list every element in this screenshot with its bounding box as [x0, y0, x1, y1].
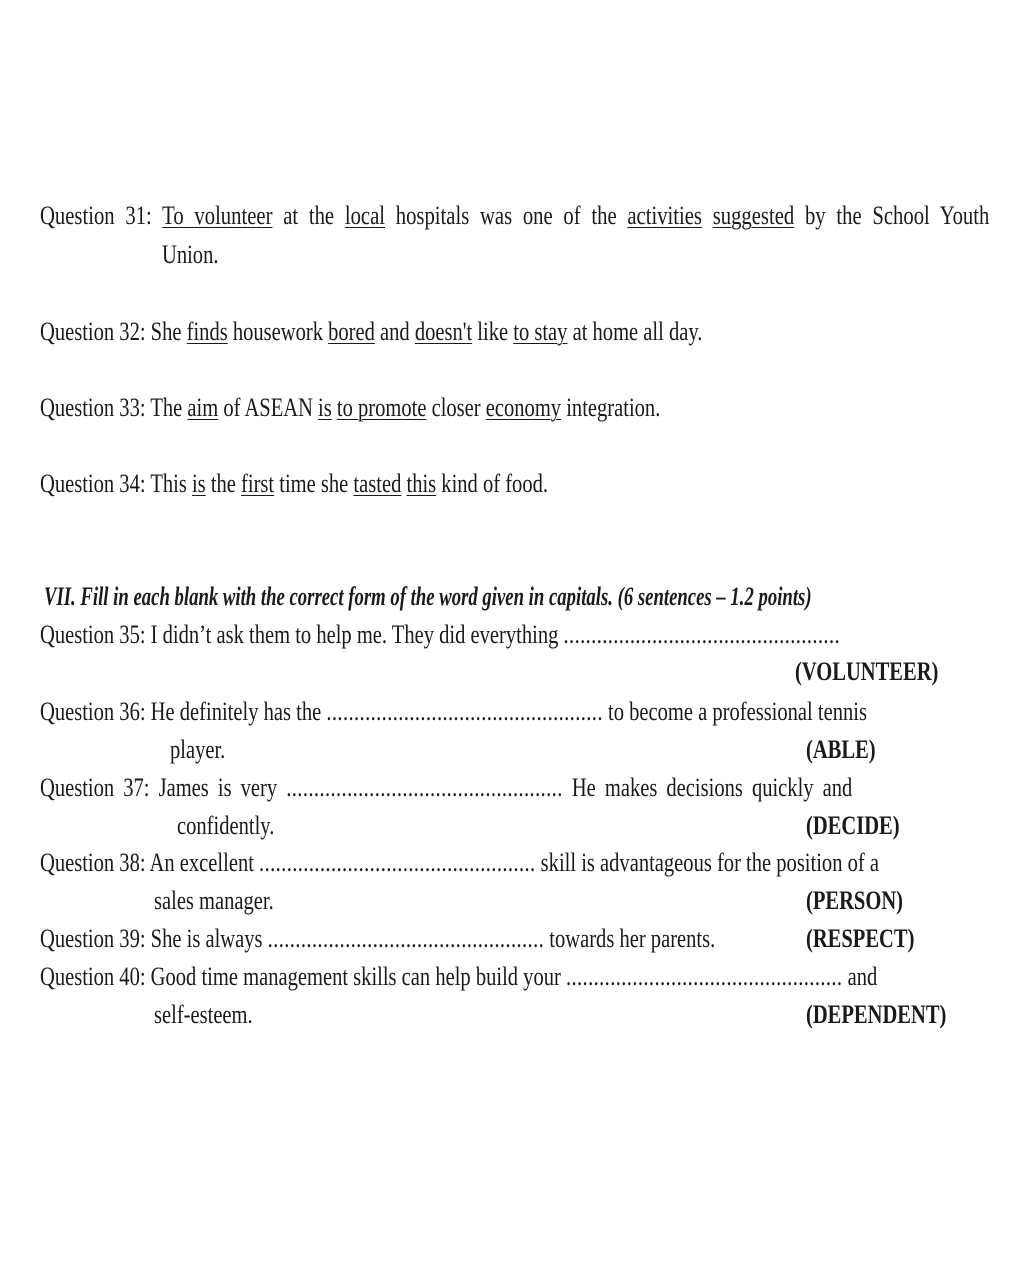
q36-text: to become a professional tennis	[607, 697, 867, 726]
q37-text: Question 37: James is very	[40, 773, 278, 802]
q31-text: Union.	[162, 240, 219, 269]
q32-text: She	[150, 317, 182, 346]
question-31-line-1	[40, 201, 989, 231]
q32-underlined-a: finds	[186, 317, 228, 346]
q31-text: by the School Youth	[804, 201, 990, 230]
question-36-line-2: player.	[170, 735, 226, 764]
q35-cue: (VOLUNTEER)	[795, 657, 939, 686]
q39-cue: (RESPECT)	[806, 924, 915, 953]
q34-underlined-a: is	[191, 469, 206, 498]
q34-text: the	[210, 469, 236, 498]
question-38-line-1	[40, 848, 879, 878]
q34-underlined-d: this	[406, 469, 437, 498]
question-37-line-1	[40, 773, 852, 803]
question-39-line	[40, 924, 715, 954]
q36-cue: (ABLE)	[806, 735, 876, 764]
q35-blank: ..................................................	[563, 620, 841, 649]
q34-underlined-b: first	[241, 469, 275, 498]
q31-underlined-c: activities	[627, 201, 702, 230]
question-38-line-2: sales manager.	[154, 886, 274, 915]
q33-underlined-d: economy	[485, 393, 562, 422]
q32-underlined-b: bored	[328, 317, 375, 346]
q33-underlined-a: aim	[187, 393, 219, 422]
question-36-line-1	[40, 697, 867, 727]
q35-text: Question 35: I didn’t ask them to help me. They did everything	[40, 620, 559, 649]
q31-underlined-b: local	[344, 201, 386, 230]
q32-underlined-d: to stay	[513, 317, 568, 346]
q37-blank: ..................................................	[286, 773, 563, 802]
q37-text: He makes decisions quickly and	[571, 773, 853, 802]
q32-text: and	[380, 317, 410, 346]
q31-text: at the	[283, 201, 335, 230]
q38-text: Question 38: An excellent	[40, 848, 254, 877]
q36-blank: ..................................................	[326, 697, 603, 726]
question-35-line	[40, 620, 840, 650]
q36-text: Question 36: He definitely has the	[40, 697, 322, 726]
q38-blank: ..................................................	[259, 848, 536, 877]
q34-text: time she	[279, 469, 349, 498]
q31-underlined-d: suggested	[712, 201, 795, 230]
q38-text: skill is advantageous for the position of a	[540, 848, 879, 877]
q33-text: of ASEAN	[223, 393, 313, 422]
q34-text: kind of food.	[441, 469, 548, 498]
q33-text: closer	[431, 393, 481, 422]
q38-cue: (PERSON)	[806, 886, 903, 915]
q40-cue: (DEPENDENT)	[806, 1000, 947, 1029]
q34-underlined-c: tasted	[353, 469, 402, 498]
q37-cue: (DECIDE)	[806, 811, 900, 840]
question-32-line	[40, 317, 702, 347]
q31-text: hospitals was one of the	[395, 201, 617, 230]
q33-text: The	[150, 393, 183, 422]
q34-text: This	[150, 469, 187, 498]
question-31-line-2	[162, 240, 218, 270]
q39-blank: ..................................................	[267, 924, 545, 953]
q33-underlined-b: is	[318, 393, 332, 422]
q32-text: at home all day.	[572, 317, 703, 346]
q40-blank: ..................................................	[565, 962, 843, 991]
q32-text: like	[477, 317, 509, 346]
question-40-line-1	[40, 962, 877, 992]
q33-label: Question 33:	[40, 393, 146, 422]
question-37-line-2: confidently.	[177, 811, 275, 840]
section-heading: VII. Fill in each blank with the correct form of the word given in capitals. (6 sentences – 1.2 points)	[44, 582, 812, 611]
q33-underlined-c: to promote	[336, 393, 427, 422]
question-40-line-2: self-esteem.	[154, 1000, 253, 1029]
question-34-line	[40, 469, 548, 499]
q32-underlined-c: doesn't	[414, 317, 473, 346]
q32-text: housework	[232, 317, 323, 346]
q39-text: towards her parents.	[549, 924, 716, 953]
q34-label: Question 34:	[40, 469, 146, 498]
q31-label: Question 31:	[40, 201, 152, 230]
q40-text: and	[847, 962, 878, 991]
q40-text: Question 40: Good time management skills can help build your	[40, 962, 561, 991]
q39-text: Question 39: She is always	[40, 924, 263, 953]
question-33-line	[40, 393, 660, 423]
q32-label: Question 32:	[40, 317, 146, 346]
q33-text: integration.	[566, 393, 661, 422]
q31-underlined-a: To volunteer	[162, 201, 273, 230]
